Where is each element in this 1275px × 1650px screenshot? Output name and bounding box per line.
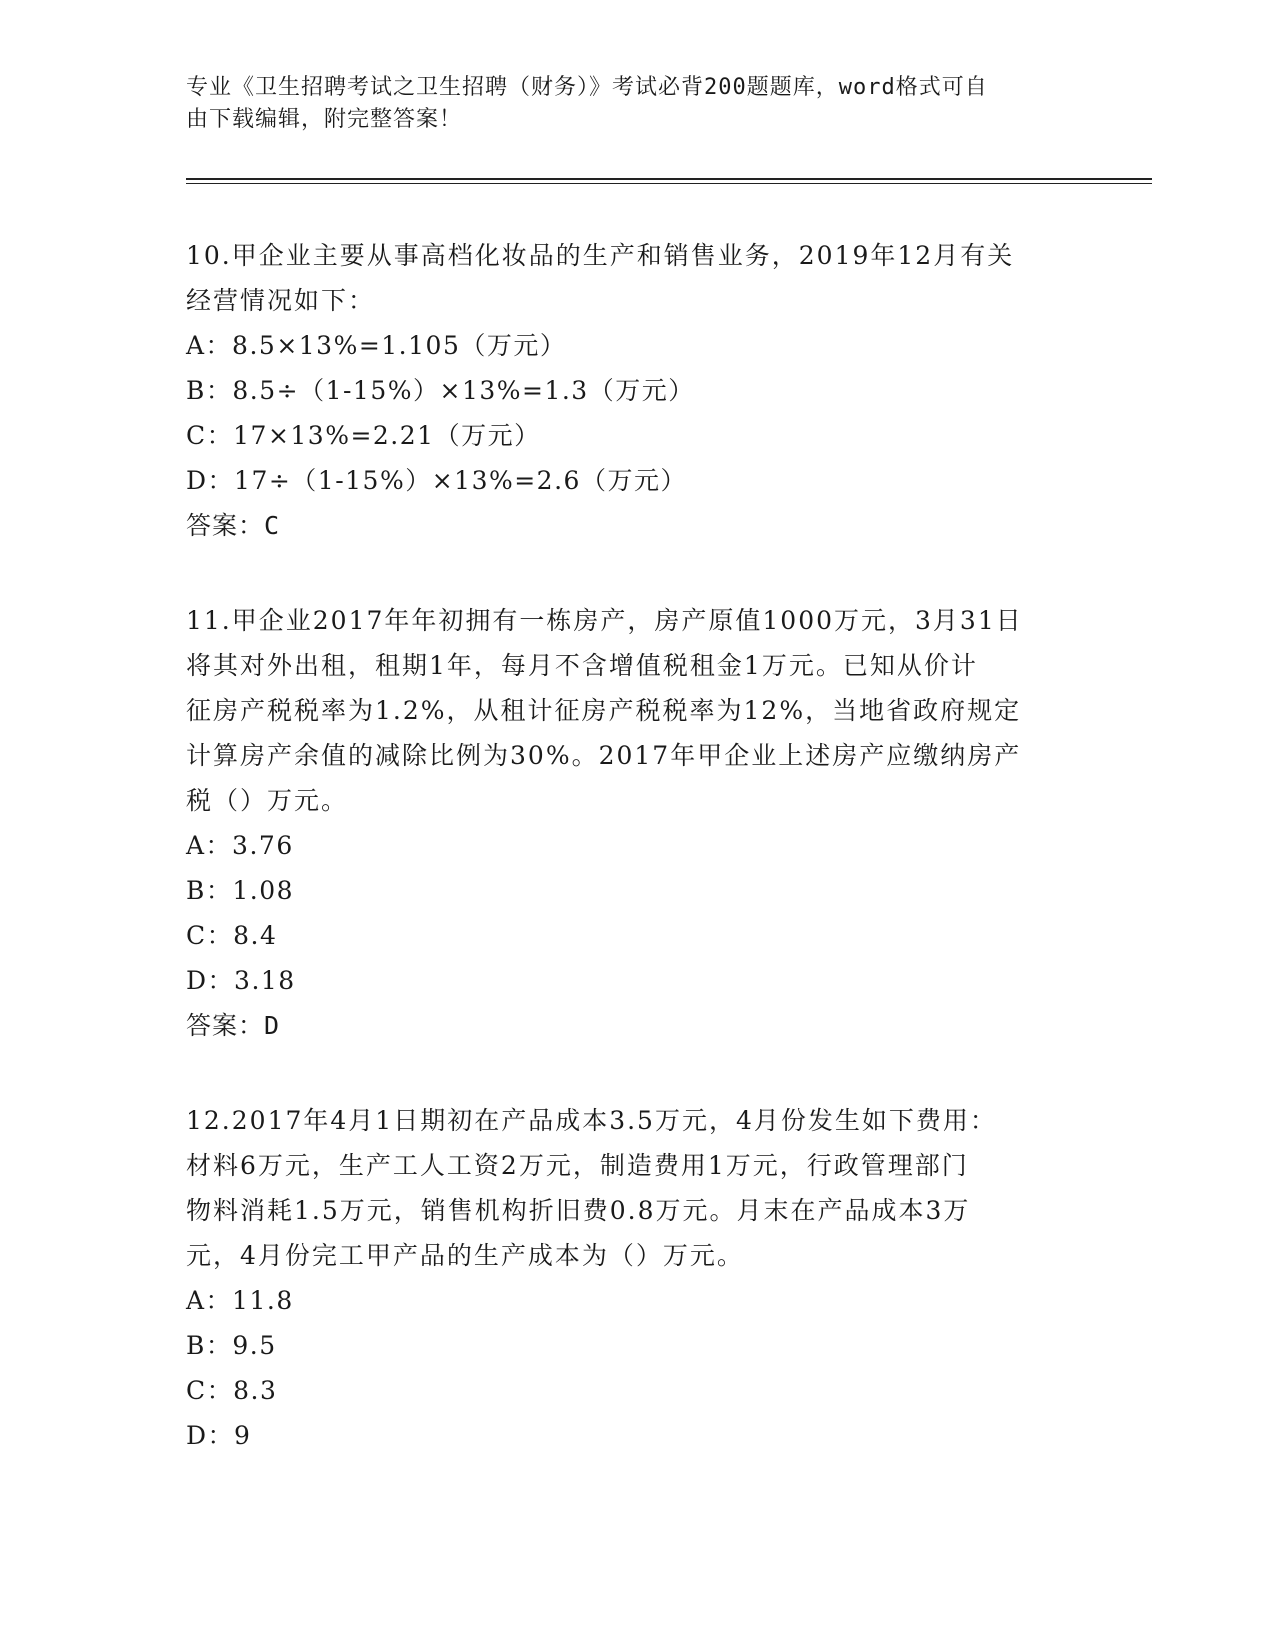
- option-a: A：3.76: [186, 831, 294, 860]
- answer-line: 答案：D: [186, 1011, 281, 1040]
- option-d: D：17÷（1-15%）×13%=2.6（万元）: [186, 466, 687, 495]
- option-c: C：8.4: [186, 921, 278, 950]
- header-divider-thick: [186, 178, 1152, 180]
- header-line-1: 专业《卫生招聘考试之卫生招聘（财务）》考试必背200题题库，word格式可自: [186, 75, 988, 100]
- option-a: A：8.5×13%=1.105（万元）: [186, 331, 567, 360]
- question-stem-line: 元，4月份完工甲产品的生产成本为（）万元。: [186, 1241, 744, 1270]
- question-stem-line: 将其对外出租，租期1年，每月不含增值税租金1万元。已知从价计: [186, 651, 978, 680]
- question-stem-line: 物料消耗1.5万元，销售机构折旧费0.8万元。月末在产品成本3万: [186, 1196, 971, 1225]
- option-a: A：11.8: [186, 1286, 294, 1315]
- header-divider-thin: [186, 183, 1152, 184]
- question-stem-line: 10.甲企业主要从事高档化妆品的生产和销售业务，2019年12月有关: [186, 241, 1015, 270]
- question-stem-line: 材料6万元，生产工人工资2万元，制造费用1万元，行政管理部门: [186, 1151, 969, 1180]
- question-stem-line: 11.甲企业2017年年初拥有一栋房产，房产原值1000万元，3月31日: [186, 606, 1023, 635]
- document-header: [186, 72, 1066, 136]
- option-c: C：8.3: [186, 1376, 278, 1405]
- option-c: C：17×13%=2.21（万元）: [186, 421, 541, 450]
- answer-line: 答案：C: [186, 511, 281, 540]
- header-line-2: 由下载编辑，附完整答案！: [186, 107, 463, 132]
- question-stem-line: 税（）万元。: [186, 786, 349, 815]
- question-stem-line: 计算房产余值的减除比例为30%。2017年甲企业上述房产应缴纳房产: [186, 741, 1022, 770]
- option-b: B：8.5÷（1-15%）×13%=1.3（万元）: [186, 376, 695, 405]
- question-12: [186, 1098, 1076, 1458]
- option-d: D：9: [186, 1421, 252, 1450]
- question-stem-line: 经营情况如下：: [186, 286, 376, 315]
- option-b: B：9.5: [186, 1331, 277, 1360]
- option-b: B：1.08: [186, 876, 295, 905]
- question-11: [186, 598, 1076, 1048]
- question-10: [186, 233, 1076, 548]
- option-d: D：3.18: [186, 966, 296, 995]
- question-stem-line: 12.2017年4月1日期初在产品成本3.5万元，4月份发生如下费用：: [186, 1106, 997, 1135]
- question-stem-line: 征房产税税率为1.2%，从租计征房产税税率为12%，当地省政府规定: [186, 696, 1022, 725]
